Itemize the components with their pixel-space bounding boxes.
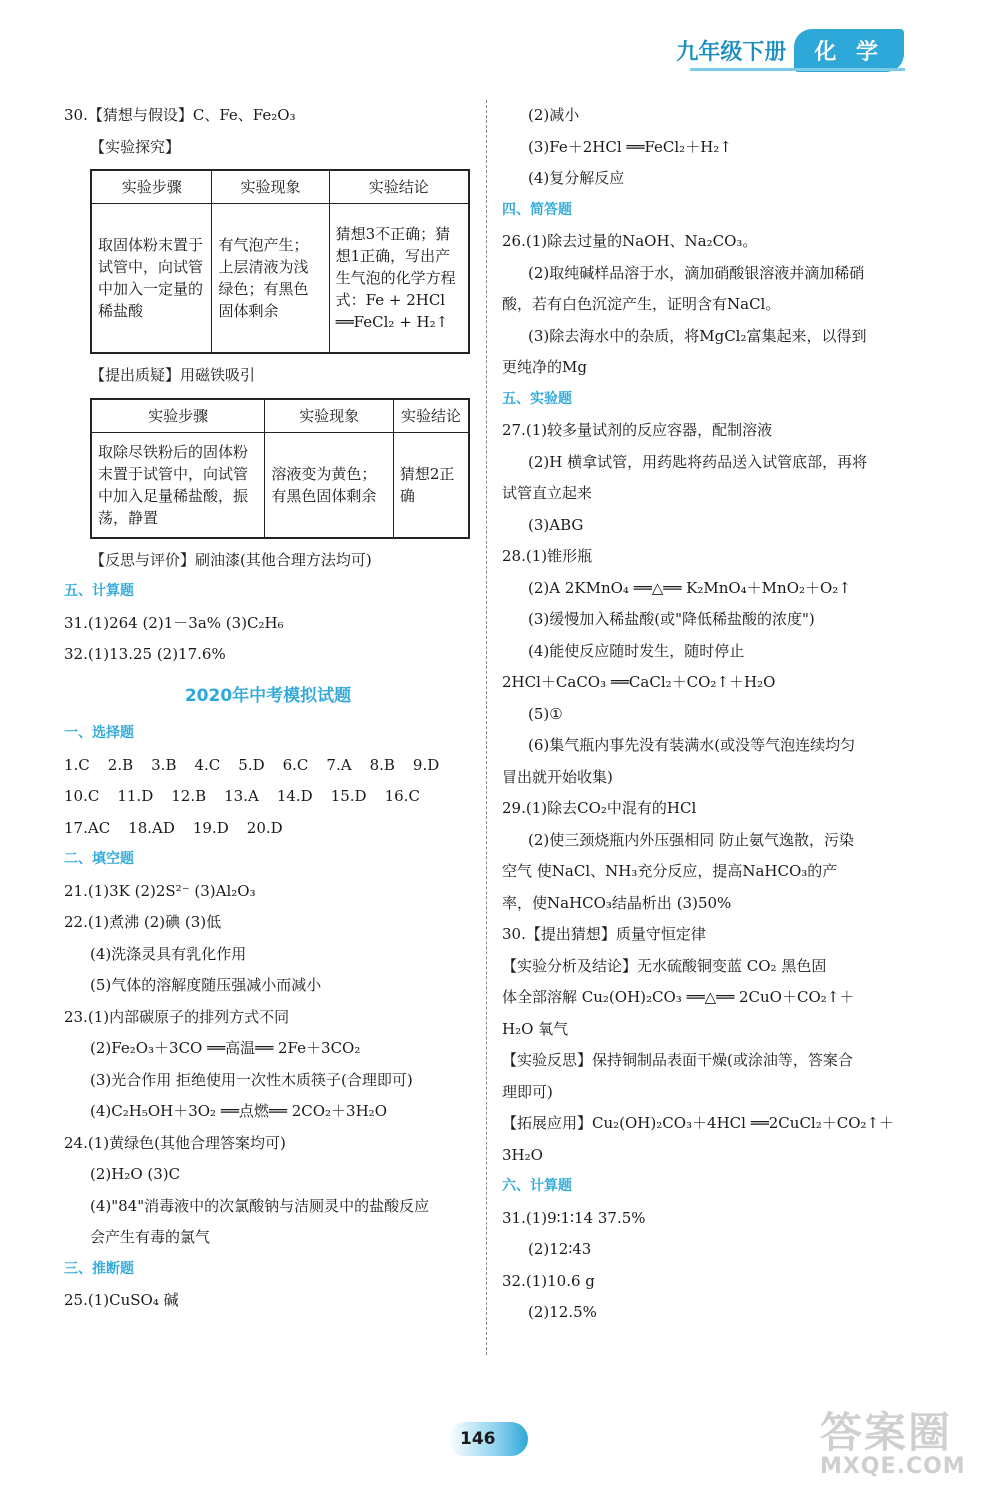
answer-30-analysis-cont: 体全部溶解 Cu₂(OH)₂CO₃ ══△══ 2CuO＋CO₂↑＋ (502, 988, 855, 1006)
answer-27-2-cont: 试管直立起来 (502, 484, 593, 502)
choice-answer: 13.A (224, 787, 259, 805)
answer-22: 22.(1)煮沸 (2)碘 (3)低 (64, 913, 222, 931)
section-calc-2: 六、计算题 (502, 1178, 572, 1194)
experiment-table-2 (90, 398, 470, 539)
answer-21: 21.(1)3K (2)2S²⁻ (3)Al₂O₃ (64, 881, 256, 900)
answer-24: 24.(1)黄绿色(其他合理答案均可) (64, 1133, 286, 1152)
section-short: 四、简答题 (502, 201, 572, 218)
watermark-logo: 答案圈 (820, 1408, 953, 1457)
answer-30-reflection: 【实验反思】保持铜制品表面干燥(或涂油等，答案合 (502, 1051, 853, 1069)
choice-answer: 9.D (412, 755, 440, 774)
choice-answer: 15.D (330, 787, 367, 805)
answer-30-application: 【拓展应用】Cu₂(OH)₂CO₃＋4HCl ══2CuCl₂＋CO₂↑＋ (502, 1114, 895, 1132)
answer-29: 29.(1)除去CO₂中混有的HCl (502, 799, 697, 817)
answer-27-2: (2)H 横拿试管，用药匙将药品送入试管底部，再将 (528, 452, 868, 471)
answer-23: 23.(1)内部碳原子的排列方式不同 (64, 1007, 290, 1026)
grade-label: 九年级下册 (676, 39, 787, 65)
choice-answer: 19.D (192, 818, 229, 837)
choice-answer: 14.D (276, 787, 313, 805)
answer-29-2-cont2: 率，使NaHCO₃结晶析出 (3)50% (502, 893, 732, 912)
experiment-table-1 (90, 169, 470, 354)
answer-30-reflection-cont: 理即可) (502, 1082, 553, 1101)
choice-answer: 20.D (246, 818, 283, 837)
choice-row-3 (64, 813, 472, 845)
answer-30-analysis: 【实验分析及结论】无水硫酸铜变蓝 CO₂ 黑色固 (502, 956, 827, 975)
answer-26-3: (3)除去海水中的杂质，将MgCl₂富集起来，以得到 (528, 326, 867, 345)
answer-23-3: (3)光合作用 拒绝使用一次性木质筷子(合理即可) (90, 1070, 413, 1089)
answer-29-2: (2)使三颈烧瓶内外压强相同 防止氨气逸散，污染 (528, 830, 855, 849)
section-choice: 一、选择题 (64, 725, 134, 741)
header-rule (690, 68, 905, 71)
choice-answer: 2.B (107, 755, 134, 774)
section-inference: 三、推断题 (64, 1260, 134, 1277)
choice-answer: 8.B (369, 755, 395, 774)
answer-31-b: 31.(1)9∶1∶14 37.5% (502, 1208, 646, 1227)
choice-answer: 11.D (117, 787, 154, 805)
answer-30: 30.【提出猜想】质量守恒定律 (502, 925, 706, 943)
choice-row-1 (64, 750, 472, 782)
answer-32-b-2: (2)12.5% (528, 1303, 597, 1321)
answer-29-2-cont: 空气 使NaCl、NH₃充分反应，提高NaHCO₃的产 (502, 862, 838, 880)
page-header (676, 28, 904, 72)
answer-26-2-cont: 酸，若有白色沉淀产生，证明含有NaCl。 (502, 295, 781, 313)
choice-answer: 17.AC (64, 818, 111, 837)
answer-30-analysis-cont2: H₂O 氧气 (502, 1019, 569, 1038)
answer-28-2: (2)A 2KMnO₄ ══△══ K₂MnO₄＋MnO₂＋O₂↑ (528, 578, 851, 597)
watermark-url: MXQE.COM (820, 1454, 966, 1479)
page-number: 146 (448, 1422, 528, 1456)
question-label: 【提出质疑】用磁铁吸引 (90, 366, 256, 384)
table2-header-phenomenon: 实验现象 (265, 399, 394, 433)
table1-cell-phenomenon: 有气泡产生；上层清液为浅绿色；有黑色固体剩余 (212, 204, 329, 354)
choice-answer: 12.B (171, 787, 207, 805)
answer-30-application-cont: 3H₂O (502, 1145, 543, 1164)
column-divider (486, 100, 487, 1355)
answer-28-3: (3)缓慢加入稀盐酸(或"降低稀盐酸的浓度") (528, 610, 815, 628)
section-experiment: 五、实验题 (502, 390, 572, 407)
answer-28-6-cont: 冒出就开始收集) (502, 767, 613, 786)
answer-28: 28.(1)锥形瓶 (502, 547, 593, 565)
choice-answer: 16.C (384, 787, 420, 805)
watermark (820, 1400, 966, 1479)
answer-26-3-cont: 更纯净的Mg (502, 358, 587, 376)
answer-22-5: (5)气体的溶解度随压强减小而减小 (90, 976, 322, 994)
choice-answer: 5.D (238, 755, 265, 774)
choice-answer: 1.C (64, 755, 90, 774)
answer-32-b: 32.(1)10.6 g (502, 1271, 595, 1290)
exam-title: 2020年中考模拟试题 (184, 685, 352, 706)
answer-25-4: (4)复分解反应 (528, 169, 625, 187)
section-fill: 二、填空题 (64, 851, 134, 867)
right-column (502, 100, 912, 1329)
answer-26: 26.(1)除去过量的NaOH、Na₂CO₃。 (502, 232, 758, 250)
answer-28-6: (6)集气瓶内事先没有装满水(或没等气泡连续均匀 (528, 736, 856, 754)
table2-cell-conclusion: 猜想2正确 (393, 432, 469, 538)
answer-24-2: (2)H₂O (3)C (90, 1165, 181, 1183)
exp-label: 【实验探究】 (90, 137, 181, 156)
answer-28-eq: 2HCl＋CaCO₃ ══CaCl₂＋CO₂↑＋H₂O (502, 673, 776, 691)
choice-answer: 4.C (194, 755, 221, 774)
answer-23-4: (4)C₂H₅OH＋3O₂ ══点燃══ 2CO₂＋3H₂O (90, 1102, 387, 1120)
table2-cell-phenomenon: 溶液变为黄色；有黑色固体剩余 (265, 432, 394, 538)
table2-header-step: 实验步骤 (91, 399, 265, 433)
answer-25: 25.(1)CuSO₄ 碱 (64, 1291, 179, 1309)
choice-answer: 6.C (282, 755, 309, 774)
answer-28-5: (5)① (528, 704, 563, 723)
choice-answer: 3.B (151, 755, 177, 774)
table2-header-conclusion: 实验结论 (393, 399, 469, 433)
choice-answer: 18.AD (128, 818, 175, 837)
answer-32: 32.(1)13.25 (2)17.6% (64, 645, 226, 663)
answer-25-3: (3)Fe＋2HCl ══FeCl₂＋H₂↑ (528, 137, 732, 156)
table2-cell-step: 取除尽铁粉后的固体粉末置于试管中，向试管中加入足量稀盐酸，振荡，静置 (91, 432, 265, 538)
answer-27: 27.(1)较多量试剂的反应容器，配制溶液 (502, 421, 773, 439)
answer-31: 31.(1)264 (2)1－3a% (3)C₂H₆ (64, 613, 284, 632)
choice-answer: 7.A (326, 755, 352, 774)
table1-header-step: 实验步骤 (91, 170, 212, 204)
answer-24-4: (4)"84"消毒液中的次氯酸钠与洁厕灵中的盐酸反应 (90, 1196, 430, 1215)
choice-answer: 10.C (64, 787, 100, 805)
left-column (64, 100, 472, 1317)
table1-cell-step: 取固体粉末置于试管中，向试管中加入一定量的稀盐酸 (91, 204, 212, 354)
answer-25-2: (2)减小 (528, 106, 580, 124)
subject-badge: 化 学 (794, 29, 904, 72)
answer-22-4: (4)洗涤灵具有乳化作用 (90, 944, 247, 963)
answer-28-4: (4)能使反应随时发生，随时停止 (528, 641, 745, 660)
answer-24-4-cont: 会产生有毒的氯气 (90, 1228, 211, 1246)
reflection: 【反思与评价】刷油漆(其他合理方法均可) (90, 550, 372, 569)
answer-23-2: (2)Fe₂O₃＋3CO ══高温══ 2Fe＋3CO₂ (90, 1039, 361, 1057)
table1-header-phenomenon: 实验现象 (212, 170, 329, 204)
section-calc: 五、计算题 (64, 583, 134, 599)
answer-31-b-2: (2)12∶43 (528, 1240, 592, 1258)
table1-header-conclusion: 实验结论 (329, 170, 469, 204)
table1-cell-conclusion: 猜想3不正确；猜想1正确，写出产生气泡的化学方程式：Fe + 2HCl ══FeCl₂ + H₂↑ (329, 204, 469, 354)
answer-27-3: (3)ABG (528, 515, 584, 534)
answer-26-2: (2)取纯碱样品溶于水，滴加硝酸银溶液并滴加稀硝 (528, 263, 865, 282)
choice-row-2 (64, 781, 472, 813)
q30-title: 30.【猜想与假设】C、Fe、Fe₂O₃ (64, 106, 296, 124)
